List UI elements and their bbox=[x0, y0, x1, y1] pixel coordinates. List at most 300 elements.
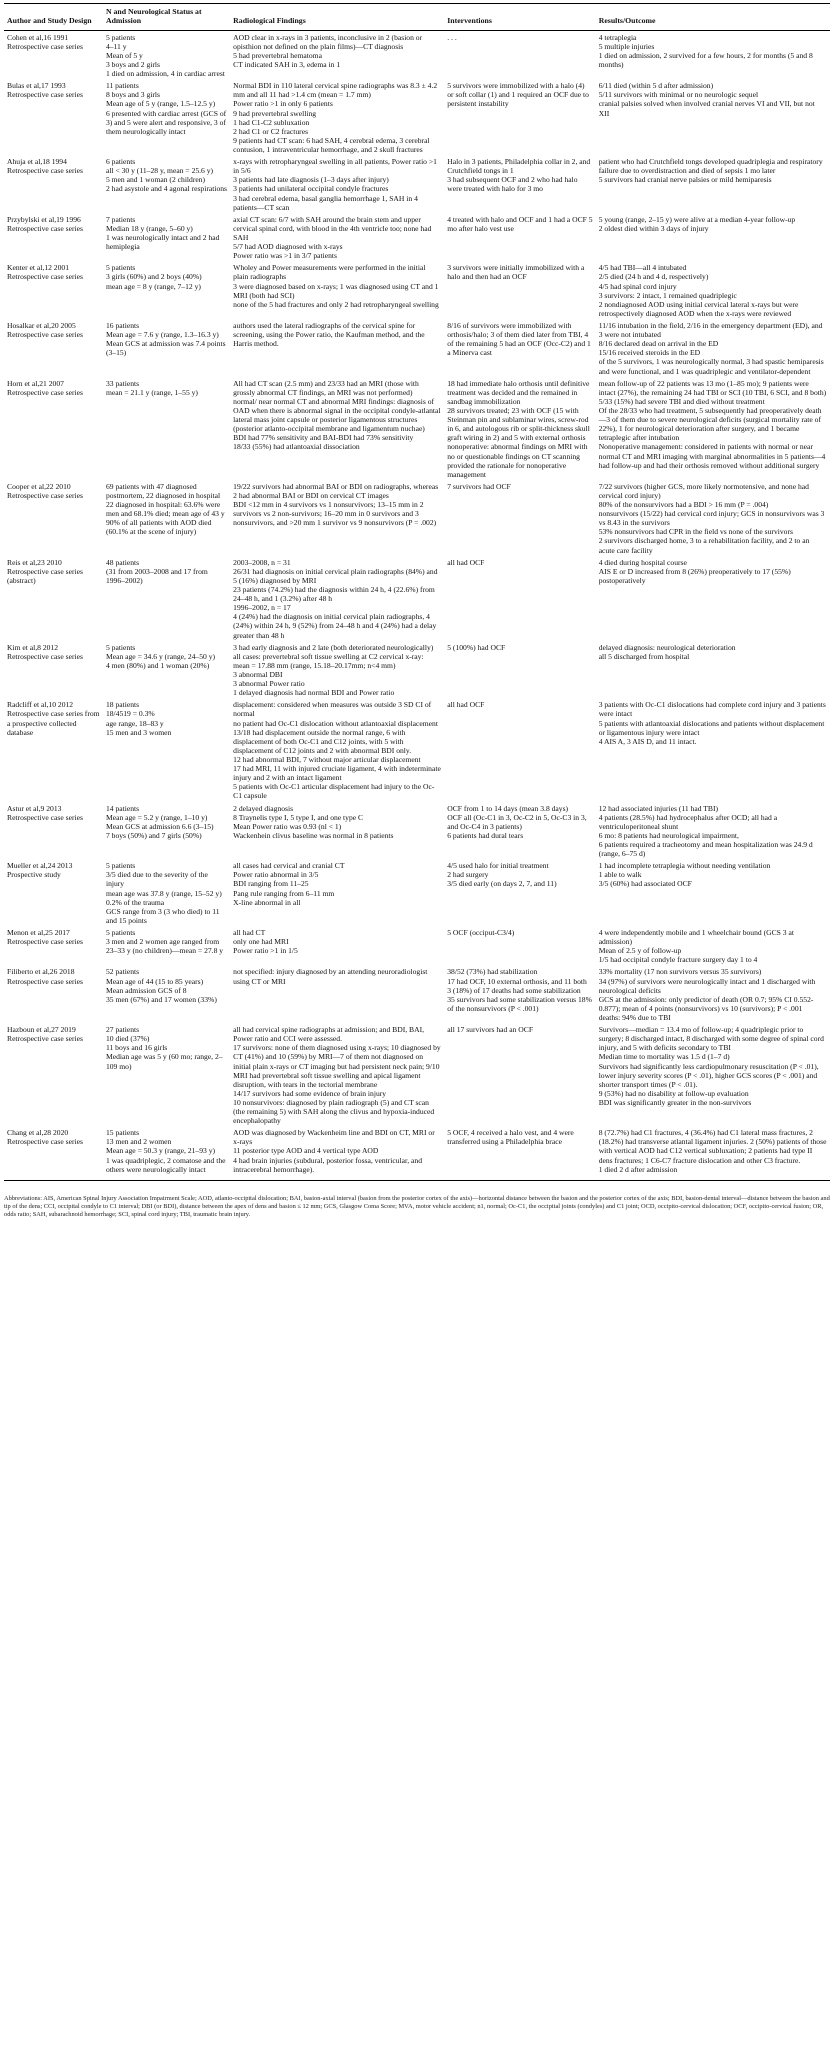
study-cell bbox=[4, 261, 103, 319]
population-cell bbox=[103, 1023, 230, 1126]
cell-line: Reis et al,23 2010 bbox=[7, 557, 62, 567]
cell-line: 26/31 had diagnosis on initial cervical plain radiographs (84%) and 5 (16%) diagnosed by MRI bbox=[233, 566, 438, 585]
cell-line: 5 (100%) had OCF bbox=[447, 642, 506, 652]
population-cell bbox=[103, 213, 230, 262]
cell-line: 1 died 2 d after admission bbox=[598, 1164, 678, 1174]
interventions-cell bbox=[444, 79, 595, 155]
table-row bbox=[4, 30, 830, 79]
results-cell bbox=[596, 556, 830, 641]
results-cell bbox=[596, 261, 830, 319]
cell-line: Retrospective case series bbox=[7, 41, 83, 51]
cell-line: 14/17 survivors had some evidence of brain injury bbox=[233, 1088, 387, 1098]
cell-line: mean follow-up of 22 patients was 13 mo (1–85 mo); 9 patients were intact (27%), the remaining 24 had TBI or SCI (10 TBI, 6 SCI, and 8 both) bbox=[598, 378, 827, 397]
cell-line: all had CT bbox=[233, 927, 266, 937]
cell-line: 6 patients had dural tears bbox=[447, 830, 524, 840]
cell-line: Radcliff et al,10 2012 bbox=[7, 700, 74, 710]
cell-line: BDI had 77% sensitivity and BAI-BDI had 73% sensitivity bbox=[233, 433, 414, 443]
cell-line: 9 patients had CT scan: 6 had SAH, 4 cerebral edema, 3 cerebral contusion, 1 intraventricular hemorrhage, and 2 skull fractures bbox=[233, 135, 430, 154]
cell-line: 4/5 had TBI—all 4 intubated bbox=[598, 263, 687, 273]
study-cell bbox=[4, 79, 103, 155]
cell-line: x-rays with retropharyngeal swelling in all patients, Power ratio >1 in 5/6 bbox=[233, 157, 437, 176]
cell-line: Retrospective case series bbox=[7, 651, 83, 661]
cell-line: Retrospective case series bbox=[7, 490, 83, 500]
radiological-findings-cell bbox=[230, 641, 444, 699]
cell-line: Pang rule ranging from 6–11 mm bbox=[233, 888, 335, 898]
header-n-neurological-status: N and Neurological Status at Admission bbox=[103, 4, 230, 31]
cell-line: 4 (24%) had the diagnosis on initial cervical plain radiographs, 4 (24%) within 24 h, 9 (52%) from 24–48 h and 4 (24%) had a delay greater than 48 h bbox=[233, 612, 437, 640]
cell-line: patient who had Crutchfield tongs developed quadriplegia and respiratory failure due to overdistraction and died of sepsis 1 mo later bbox=[598, 157, 823, 176]
cell-line: AOD clear in x-rays in 3 patients, inconclusive in 2 (basion or opisthion not defined on the plain films)—CT diagnosis bbox=[233, 32, 423, 51]
cell-line: 5 survivors had cranial nerve palsies or mild hemiparesis bbox=[598, 175, 772, 185]
cell-line: 5/11 survivors with minimal or no neurologic sequel bbox=[598, 90, 759, 100]
cell-line: BDI was significantly greater in the non-survivors bbox=[598, 1097, 752, 1107]
cell-line: 3 were diagnosed based on x-rays; 1 was diagnosed using CT and 1 MRI (both had SCI) bbox=[233, 281, 439, 300]
cell-line: 3 had early diagnosis and 2 late (both deteriorated neurologically) bbox=[233, 642, 434, 652]
cell-line: 10 died (37%) bbox=[105, 1034, 150, 1044]
cell-line: 6/11 died (within 5 d after admission) bbox=[598, 81, 714, 91]
cell-line: 1 delayed diagnosis had normal BDI and Power ratio bbox=[233, 688, 395, 698]
cell-line: 11 posterior type AOD and 4 vertical type AOD bbox=[233, 1146, 379, 1156]
interventions-cell bbox=[444, 556, 595, 641]
table-row bbox=[4, 859, 830, 926]
cell-line: 2 had asystole and 4 agonal respirations bbox=[105, 184, 228, 194]
cell-line: 1 able to walk bbox=[598, 870, 642, 880]
studies-table bbox=[4, 3, 830, 1181]
cell-line: Retrospective case series bbox=[7, 223, 83, 233]
cell-line: 4 patients (28.5%) had hydrocephalus after OCD; all had a ventriculoperitoneal shunt bbox=[598, 812, 778, 831]
cell-line: Prospective study bbox=[7, 870, 61, 880]
cell-line: 5 men and 1 woman (2 children) bbox=[105, 175, 206, 185]
cell-line: 69 patients with 47 diagnosed postmortem, 22 diagnosed in hospital bbox=[105, 481, 221, 500]
cell-line: 1 had incomplete tetraplegia without needing ventilation bbox=[598, 861, 771, 871]
cell-line: 4 died during hospital course bbox=[598, 557, 687, 567]
cell-line: 4 treated with halo and OCF and 1 had a OCF 5 mo after halo vest use bbox=[447, 214, 593, 233]
interventions-cell bbox=[444, 965, 595, 1023]
header-results-outcome: Results/Outcome bbox=[596, 4, 830, 31]
radiological-findings-cell bbox=[230, 802, 444, 860]
cell-line: Ahuja et al,18 1994 bbox=[7, 157, 67, 167]
results-cell bbox=[596, 1126, 830, 1180]
cell-line: 0.2% of the trauma bbox=[105, 897, 165, 907]
results-cell bbox=[596, 965, 830, 1023]
cell-line: 8 (72.7%) had C1 fractures, 4 (36.4%) had C1 lateral mass fractures, 2 (18.2%) had transverse atlantal ligament injuries. 2 (50%) patients of those with vertical AOD had C12 vertical subluxation; 2 patients had type II dens fractures; 1 C6-C7 fracture dislocation and other C3 fracture. bbox=[598, 1128, 827, 1165]
cell-line: 2 delayed diagnosis bbox=[233, 803, 294, 813]
study-cell bbox=[4, 698, 103, 801]
cell-line: Median time to mortality was 1.5 d (1–7 d) bbox=[598, 1052, 730, 1062]
radiological-findings-cell bbox=[230, 1023, 444, 1126]
radiological-findings-cell bbox=[230, 859, 444, 926]
cell-line: Halo in 3 patients, Philadelphia collar in 2, and Crutchfield tongs in 1 bbox=[447, 157, 591, 176]
results-cell bbox=[596, 926, 830, 965]
cell-line: only one had MRI bbox=[233, 937, 289, 947]
cell-line: axial CT scan: 6/7 with SAH around the brain stem and upper cervical spinal cord, with blood in the 4th ventricle too; none had SAH bbox=[233, 214, 432, 242]
cell-line: 4/5 had spinal cord injury bbox=[598, 281, 677, 291]
cell-line: Mueller et al,24 2013 bbox=[7, 861, 73, 871]
cell-line: all cases had cervical and cranial CT bbox=[233, 861, 345, 871]
cell-line: 3 boys and 2 girls bbox=[105, 60, 160, 70]
cell-line: mean age was 37.8 y (range, 15–52 y) bbox=[105, 888, 222, 898]
cell-line: 13 men and 2 women bbox=[105, 1137, 172, 1147]
cell-line: . . . bbox=[447, 32, 457, 42]
radiological-findings-cell bbox=[230, 698, 444, 801]
cell-line: all had cervical spine radiographs at admission; and BDI, BAI, Power ratio and CCI were assessed. bbox=[233, 1025, 425, 1044]
cell-line: OCF from 1 to 14 days (mean 3.8 days) bbox=[447, 803, 569, 813]
cell-line: Survivors—median = 13.4 mo of follow-up; 4 quadriplegic prior to surgery; 8 discharged intact, 8 discharged with some degree of spinal cord injury, and 5 with deficits secondary to TBI bbox=[598, 1025, 824, 1053]
cell-line: 13/18 had displacement outside the normal range, 6 with displacement of both Oc-C1 and C12 joints, with 5 with displacement of C12 joints and 2 with abnormal BDI only. bbox=[233, 727, 412, 755]
results-cell bbox=[596, 319, 830, 377]
interventions-cell bbox=[444, 155, 595, 213]
cell-line: Retrospective case series bbox=[7, 90, 83, 100]
cell-line: Wholey and Power measurements were performed in the initial plain radiographs bbox=[233, 263, 426, 282]
cell-line: GCS range from 3 (3 who died) to 11 and 15 points bbox=[105, 906, 220, 925]
results-cell bbox=[596, 802, 830, 860]
cell-line: 48 patients bbox=[105, 557, 140, 567]
cell-line: 5 patients with Oc-C1 articular displacement had injury to the Oc-C1 capsule bbox=[233, 782, 435, 801]
cell-line: 6 patients bbox=[105, 157, 136, 167]
population-cell bbox=[103, 261, 230, 319]
cell-line: Mean admission GCS of 8 bbox=[105, 985, 187, 995]
population-cell bbox=[103, 79, 230, 155]
cell-line: age range, 18–83 y bbox=[105, 718, 164, 728]
cell-line: authors used the lateral radiographs of the cervical spine for screening, using the Power ratio, the Kaufman method, and the Harris method. bbox=[233, 320, 425, 349]
cell-line: 4 tetraplegia bbox=[598, 32, 637, 42]
cell-line: Of the 28/33 who had treatment, 5 subsequently had preoperatively death—3 of them due to severe neurological deficits (surgical mortality rate of 22%), 1 for neurological deterioration after surgery, and 1 became tetraplegic after intubation bbox=[598, 405, 822, 443]
study-cell bbox=[4, 641, 103, 699]
cell-line: 1 was neurologically intact and 2 had hemiplegia bbox=[105, 232, 220, 252]
cell-line: All had CT scan (2.5 mm) and 23/33 had an MRI (those with grossly abnormal CT findings, an MRI was not performed) bbox=[233, 378, 419, 397]
cell-line: 2/5 died (24 h and 4 d, respectively) bbox=[598, 272, 709, 282]
study-cell bbox=[4, 556, 103, 641]
cell-line: 8/16 declared dead on arrival in the ED bbox=[598, 339, 719, 349]
cell-line: CT indicated SAH in 3, edema in 1 bbox=[233, 60, 341, 70]
cell-line: 5 patients bbox=[105, 642, 136, 652]
table-row bbox=[4, 79, 830, 155]
cell-line: Mean age = 7.6 y (range, 1.3–16.3 y) bbox=[105, 330, 219, 340]
cell-line: 3 survivors were initially immobilized with a halo and then had an OCF bbox=[447, 263, 585, 282]
cell-line: 12 had associated injuries (11 had TBI) bbox=[598, 803, 719, 813]
cell-line: Power ratio >1 in only 6 patients bbox=[233, 99, 333, 109]
cell-line: 22 diagnosed in hospital: 63.6% were men and 68.1% died; mean age of 43 y bbox=[105, 500, 225, 519]
interventions-cell bbox=[444, 698, 595, 801]
cell-line: Retrospective case series bbox=[7, 330, 83, 340]
population-cell bbox=[103, 698, 230, 801]
cell-line: Survivors had significantly less cardiopulmonary resuscitation (P < .01), lower injury severity scores (P < .01), higher GCS scores (P < .001) and shorter transport times (P < .01). bbox=[598, 1061, 819, 1089]
table-row bbox=[4, 377, 830, 480]
cell-line: Mean of 5 y bbox=[105, 50, 143, 60]
cell-line: of the 5 survivors, 1 was neurologically normal, 3 had spastic hemiparesis and were functional, and 1 was quadriplegic and ventilator-dependent bbox=[598, 357, 824, 376]
interventions-cell bbox=[444, 319, 595, 377]
cell-line: 10 nonsurvivors: diagnosed by plain radiograph (5) and CT scan (the remaining 5) with SAH along the clivus and hypoxia-induced encephalopathy bbox=[233, 1097, 435, 1126]
cell-line: Retrospective case series (abstract) bbox=[7, 566, 83, 585]
cell-line: 5/33 (15%) had severe TBI and died without treatment bbox=[598, 396, 765, 406]
cell-line: 35 men (67%) and 17 women (33%) bbox=[105, 994, 217, 1004]
cell-line: none of the 5 had fractures and only 2 had retropharyngeal swelling bbox=[233, 299, 439, 309]
cell-line: all 17 survivors had an OCF bbox=[447, 1025, 534, 1035]
cell-line: Cooper et al,22 2010 bbox=[7, 481, 71, 491]
results-cell bbox=[596, 30, 830, 79]
results-cell bbox=[596, 1023, 830, 1126]
cell-line: not specified: injury diagnosed by an attending neuroradiologist using CT or MRI bbox=[233, 967, 428, 986]
cell-line: 53% nonsurvivors had CPR in the field vs none of the survivors bbox=[598, 527, 793, 537]
cell-line: Przybylski et al,19 1996 bbox=[7, 214, 81, 224]
interventions-cell bbox=[444, 641, 595, 699]
cell-line: 18 had immediate halo orthosis until definitive treatment was decided and the remained in sandbag immobilization bbox=[447, 378, 590, 406]
interventions-cell bbox=[444, 261, 595, 319]
results-cell bbox=[596, 79, 830, 155]
results-cell bbox=[596, 641, 830, 699]
radiological-findings-cell bbox=[230, 480, 444, 556]
cell-line: 2 had C1 or C2 fractures bbox=[233, 126, 309, 136]
radiological-findings-cell bbox=[230, 319, 444, 377]
cell-line: cranial palsies solved when involved cranial nerves VI and VII, but not XII bbox=[598, 99, 815, 118]
cell-line: 5 multiple injuries bbox=[598, 41, 655, 51]
cell-line: 3 (18%) of 17 deaths had some stabilization bbox=[447, 985, 581, 995]
cell-line: Kim et al,8 2012 bbox=[7, 642, 59, 652]
cell-line: 38/52 (73%) had stabilization bbox=[447, 967, 538, 977]
cell-line: 16 patients bbox=[105, 320, 140, 330]
radiological-findings-cell bbox=[230, 1126, 444, 1180]
cell-line: 3 abnormal DBI bbox=[233, 670, 283, 680]
cell-line: 7 patients bbox=[105, 214, 136, 224]
cell-line: 18 patients bbox=[105, 700, 140, 710]
results-cell bbox=[596, 377, 830, 480]
cell-line: all had OCF bbox=[447, 557, 485, 567]
interventions-cell bbox=[444, 377, 595, 480]
cell-line: 2 oldest died within 3 days of injury bbox=[598, 223, 709, 233]
cell-line: 3 patients had unilateral occipital condyle fractures bbox=[233, 184, 389, 194]
cell-line: 11 patients bbox=[105, 81, 139, 91]
header-interventions: Interventions bbox=[444, 4, 595, 31]
study-cell bbox=[4, 213, 103, 262]
cell-line: 3 had cerebral edema, basal ganglia hemorrhage 1, SAH in 4 patients—CT scan bbox=[233, 193, 418, 212]
cell-line: Median 18 y (range, 5–60 y) bbox=[105, 223, 193, 233]
cell-line: delayed diagnosis: neurological deterioration bbox=[598, 642, 736, 652]
population-cell bbox=[103, 802, 230, 860]
study-cell bbox=[4, 859, 103, 926]
table-row bbox=[4, 802, 830, 860]
cell-line: 28 survivors treated; 23 with OCF (15 with Steinman pin and sublaminar wires, screw-rod in 6, and autologous rib or split-thickness skull graft wiring in 2) and 5 with external orthosis bbox=[447, 405, 590, 443]
table-row bbox=[4, 480, 830, 556]
cell-line: 3/5 (60%) had associated OCF bbox=[598, 879, 692, 889]
cell-line: Cohen et al,16 1991 bbox=[7, 32, 69, 42]
cell-line: Mean age = 50.3 y (range, 21–93 y) bbox=[105, 1146, 216, 1156]
cell-line: 17 had MRI, 11 with injured cruciate ligament, 4 with indeterminate injury and 2 with an intact ligament bbox=[233, 764, 441, 783]
table-body bbox=[4, 30, 830, 1180]
cell-line: 4 men (80%) and 1 woman (20%) bbox=[105, 660, 210, 670]
interventions-cell bbox=[444, 802, 595, 860]
cell-line: displacement: considered when measures was outside 3 SD CI of normal bbox=[233, 700, 432, 719]
study-cell bbox=[4, 30, 103, 79]
cell-line: 5 patients bbox=[105, 32, 136, 42]
cell-line: 2 nondiagnosed AOD using initial cervical lateral x-rays but were retrospectively diagnosed AOD when the x-rays were reviewed bbox=[598, 299, 799, 318]
cell-line: 27 patients bbox=[105, 1025, 140, 1035]
cell-line: Astur et al,9 2013 bbox=[7, 803, 62, 813]
cell-line: Chang et al,28 2020 bbox=[7, 1128, 69, 1138]
cell-line: mean = 21.1 y (range, 1–55 y) bbox=[105, 387, 198, 397]
cell-line: Kenter et al,12 2001 bbox=[7, 263, 69, 273]
study-cell bbox=[4, 480, 103, 556]
cell-line: X-line abnormal in all bbox=[233, 897, 301, 907]
cell-line: all < 30 y (11–28 y, mean = 25.6 y) bbox=[105, 166, 214, 176]
cell-line: 6 patients required a tracheotomy and mean hospitalization was 24.9 d (range, 6–75 d) bbox=[598, 839, 813, 859]
cell-line: AOD was diagnosed by Wackenheim line and BDI on CT, MRI or x-rays bbox=[233, 1128, 435, 1147]
table-row bbox=[4, 641, 830, 699]
cell-line: 17 had OCF, 10 external orthosis, and 11 both bbox=[447, 976, 587, 986]
cell-line: Mean Power ratio was 0.93 (nl < 1) bbox=[233, 821, 342, 831]
cell-line: Mean age of 44 (15 to 85 years) bbox=[105, 976, 204, 986]
cell-line: 4/5 used halo for initial treatment bbox=[447, 861, 549, 871]
cell-line: AIS E or D increased from 8 (26%) preoperatively to 17 (55%) postoperatively bbox=[598, 566, 791, 585]
study-cell bbox=[4, 319, 103, 377]
cell-line: 1 died on admission, 2 survived for a few hours, 2 for months (5 and 8 months) bbox=[598, 50, 813, 70]
cell-line: 33 patients bbox=[105, 378, 140, 388]
cell-line: 2003–2008, n = 31 bbox=[233, 557, 291, 567]
cell-line: 6 mo: 8 patients had neurological impairment, bbox=[598, 830, 739, 840]
results-cell bbox=[596, 698, 830, 801]
cell-line: 6 presented with cardiac arrest (GCS of 3) and 5 were alert and responsive, 3 of them neurologically intact bbox=[105, 108, 227, 136]
cell-line: 3 patients with Oc-C1 dislocations had complete cord injury and 3 patients were intact bbox=[598, 700, 826, 719]
study-cell bbox=[4, 926, 103, 965]
cell-line: Retrospective case series bbox=[7, 272, 83, 282]
cell-line: 5 survivors were immobilized with a halo (4) or soft collar (1) and 1 required an OCF due to persistent instability bbox=[447, 81, 589, 109]
cell-line: Retrospective case series bbox=[7, 1137, 83, 1147]
cell-line: Hazboun et al,27 2019 bbox=[7, 1025, 76, 1035]
cell-line: Nonoperative management: considered in patients with normal or near normal CT and MRI imaging with marginal abnormalities in 5 patients—4 had follow-up and had their orthosis removed without additional surgery bbox=[598, 442, 826, 470]
population-cell bbox=[103, 641, 230, 699]
table-row bbox=[4, 926, 830, 965]
cell-line: 1 died on admission, 4 in cardiac arrest bbox=[105, 69, 225, 79]
interventions-cell bbox=[444, 926, 595, 965]
cell-line: 3 patients had late diagnosis (1–3 days after injury) bbox=[233, 175, 389, 185]
population-cell bbox=[103, 1126, 230, 1180]
cell-line: Retrospective case series bbox=[7, 387, 83, 397]
cell-line: Mean age = 5.2 y (range, 1–10 y) bbox=[105, 812, 208, 822]
cell-line: 5/7 had AOD diagnosed with x-rays bbox=[233, 242, 343, 252]
radiological-findings-cell bbox=[230, 213, 444, 262]
cell-line: 1/5 had occipital condyle fracture surgery day 1 to 4 bbox=[598, 955, 758, 965]
population-cell bbox=[103, 965, 230, 1023]
results-cell bbox=[596, 213, 830, 262]
population-cell bbox=[103, 319, 230, 377]
cell-line: 8 boys and 3 girls bbox=[105, 90, 160, 100]
cell-line: Power ratio >1 in 1/5 bbox=[233, 946, 298, 956]
cell-line: 14 patients bbox=[105, 803, 140, 813]
cell-line: 4 had brain injuries (subdural, posterior fossa, ventricular, and intracerebral hemorrhage). bbox=[233, 1155, 423, 1174]
cell-line: 1 was quadriplegic, 2 comatose and the others were neurologically intact bbox=[105, 1155, 226, 1174]
cell-line: 5 patients bbox=[105, 861, 136, 871]
cell-line: 17 survivors: none of them diagnosed using x-rays; 10 diagnosed by CT (41%) and 10 (59%) by MRI—7 of them not diagnosed on initial plain x-rays or CT imaging but had persistent neck pain; 9/10 MRI had prevertebral soft tissue swelling and apical ligament disruption, with tears in the tectorial membrane bbox=[233, 1043, 441, 1089]
interventions-cell bbox=[444, 480, 595, 556]
study-cell bbox=[4, 802, 103, 860]
cell-line: all had OCF bbox=[447, 700, 485, 710]
cell-line: Retrospective case series bbox=[7, 976, 83, 986]
table-row bbox=[4, 1126, 830, 1180]
cell-line: 5 had prevertebral hematoma bbox=[233, 50, 322, 60]
cell-line: 1996–2002, n = 17 bbox=[233, 603, 291, 613]
header-radiological-findings: Radiological Findings bbox=[230, 4, 444, 31]
cell-line: normal/ near normal CT and abnormal MRI findings: diagnosis of OAD when there is abnormal signal in the occipital condyle-atlantal lateral mass joint capsule or posterior ligamentous structures (posterior atlanto-occipital membrane and ligamentum nuchae) bbox=[233, 396, 441, 434]
cell-line: 9 had prevertebral swelling bbox=[233, 108, 317, 118]
cell-line: 2 survivors discharged home, 3 to a rehabilitation facility, and 2 to an acute care facility bbox=[598, 536, 810, 555]
cell-line: 80% of the nonsurvivors had a BDI > 16 mm (P = .004) bbox=[598, 500, 769, 510]
cell-line: 18/4519 = 0.3% bbox=[105, 709, 155, 719]
cell-line: Retrospective case series from a prospective collected database bbox=[7, 709, 100, 737]
study-cell bbox=[4, 1023, 103, 1126]
cell-line: 52 patients bbox=[105, 967, 140, 977]
table-row bbox=[4, 1023, 830, 1126]
results-cell bbox=[596, 859, 830, 926]
cell-line: 3/5 died early (on days 2, 7, and 11) bbox=[447, 879, 557, 889]
cell-line: Mean GCS at admission was 7.4 points (3–15) bbox=[105, 339, 226, 358]
cell-line: all 5 discharged from hospital bbox=[598, 651, 690, 661]
interventions-cell bbox=[444, 213, 595, 262]
cell-line: 15 patients bbox=[105, 1128, 140, 1138]
cell-line: 2 had surgery bbox=[447, 870, 489, 880]
cell-line: 18/33 (55%) had atlantoaxial dissociation bbox=[233, 442, 360, 452]
cell-line: Wackenhein clivus baseline was normal in 8 patients bbox=[233, 830, 394, 840]
table-row bbox=[4, 698, 830, 801]
table-header-row bbox=[4, 4, 830, 31]
cell-line: GCS at the admission: only predictor of death (OR 0.7; 95% CI 0.552-0.877); mean of 4 points (nonsurvivors) vs 10 (survivors); P < .001 bbox=[598, 994, 814, 1013]
cell-line: 3 girls (60%) and 2 boys (40%) bbox=[105, 272, 202, 282]
cell-line: BDI ranging from 11–25 bbox=[233, 879, 309, 889]
cell-line: nonsurvivors (15/22) had cervical cord injury; GCS in nonsurvivors was 3 vs 8.43 in the survivors bbox=[598, 509, 825, 528]
interventions-cell bbox=[444, 1023, 595, 1126]
cell-line: Retrospective case series bbox=[7, 166, 83, 176]
cell-line: OCF all (Oc-C1 in 3, Oc-C2 in 5, Oc-C3 in 3, and Oc-C4 in 3 patients) bbox=[447, 812, 587, 831]
cell-line: Filiberto et al,26 2018 bbox=[7, 967, 75, 977]
population-cell bbox=[103, 926, 230, 965]
cell-line: 5 OCF, 4 received a halo vest, and 4 were transferred using a Philadelphia brace bbox=[447, 1128, 574, 1147]
population-cell bbox=[103, 859, 230, 926]
cell-line: 7/22 survivors (higher GCS, more likely normotensive, and none had cervical cord injury) bbox=[598, 481, 809, 500]
abbreviations-footnote: Abbreviations: AIS, American Spinal Injury Association Impairment Scale; AOD, atlanto-occipital dislocation; BAI, basion-axial interval (basion from the posterior cortex of the axis)—horizontal distance between the basion and the posterior cortex of the axis; BDI, basion-dental interval—distance between the basion and tip of the dens; CCI, occipital condyle to C1 interval; DBI (or BDI), distance between the apex of dens and basion ≤ 12 mm; GCS, Glasgow Coma Score; MVA, motor vehicle accident; n1, normal; Oc-C1, the occipital joints (condyles) and C1 joint; OCD, occipito-cervical dislocation; OCF, occipito-cervical fusion; OR, odds ratio; SAH, subarachnoid hemorrhage; SCI, spinal cord injury; TBI, traumatic brain injury. bbox=[4, 1194, 830, 1218]
radiological-findings-cell bbox=[230, 965, 444, 1023]
cell-line: 7 survivors had OCF bbox=[447, 481, 511, 491]
cell-line: 5 young (range, 2–15 y) were alive at a median 4-year follow-up bbox=[598, 214, 796, 224]
cell-line: 5 patients with atlantoaxial dislocations and patients without displacement or ligamentous injury were intact bbox=[598, 718, 825, 737]
cell-line: 4 AIS A, 3 AIS D, and 11 intact. bbox=[598, 736, 697, 746]
table-row bbox=[4, 155, 830, 213]
results-cell bbox=[596, 155, 830, 213]
population-cell bbox=[103, 30, 230, 79]
cell-line: Power ratio was >1 in 3/7 patients bbox=[233, 251, 338, 261]
cell-line: 35 survivors had some stabilization versus 18% of the nonsurvivors (P < .001) bbox=[447, 994, 592, 1013]
cell-line: 11/16 intubation in the field, 2/16 in the emergency department (ED), and 3 were not intubated bbox=[598, 320, 823, 340]
cell-line: 12 had abnormal BDI, 7 without major articular displacement bbox=[233, 755, 421, 764]
study-cell bbox=[4, 1126, 103, 1180]
cell-line: nonoperative: abnormal findings on MRI with no or questionable findings on CT scanning provided the rationale for nonoperative management bbox=[447, 442, 588, 479]
interventions-cell bbox=[444, 1126, 595, 1180]
cell-line: Retrospective case series bbox=[7, 1034, 83, 1044]
cell-line: 9 (53%) had no disability at follow-up evaluation bbox=[598, 1088, 749, 1098]
cell-line: Retrospective case series bbox=[7, 812, 83, 822]
cell-line: Mean age = 34.6 y (range, 24–50 y) bbox=[105, 651, 216, 661]
cell-line: deaths: 94% due to TBI bbox=[598, 1012, 671, 1022]
population-cell bbox=[103, 556, 230, 641]
table-row bbox=[4, 319, 830, 377]
cell-line: BDI <12 mm in 4 survivors vs 1 nonsurvivors; 13–15 mm in 2 survivors vs 2 non-survivors; 16–20 mm in 0 survivors and 3 nonsurvivors, and >20 mm 1 survivor vs 9 nonsurvivors (P = .002) bbox=[233, 500, 437, 528]
cell-line: Normal BDI in 110 lateral cervical spine radiographs was 8.3 ± 4.2 mm and all 11 had >1.4 cm (mean = 1.7 mm) bbox=[233, 81, 438, 100]
population-cell bbox=[103, 155, 230, 213]
cell-line: 3 abnormal Power ratio bbox=[233, 679, 305, 689]
population-cell bbox=[103, 377, 230, 480]
cell-line: Menon et al,25 2017 bbox=[7, 927, 70, 937]
cell-line: 33% mortality (17 non survivors versus 35 survivors) bbox=[598, 967, 762, 977]
interventions-cell bbox=[444, 30, 595, 79]
cell-line: 5 patients bbox=[105, 927, 136, 937]
radiological-findings-cell bbox=[230, 261, 444, 319]
